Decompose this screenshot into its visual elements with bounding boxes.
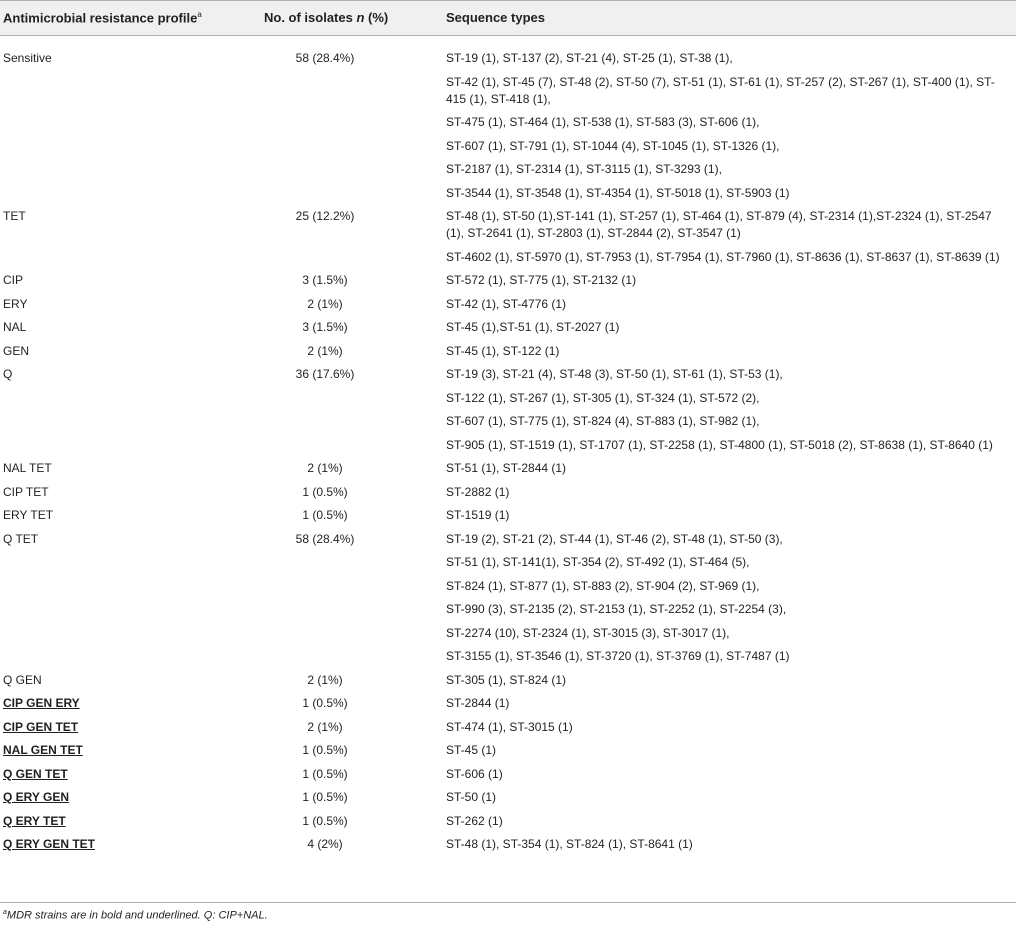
sequence-types-line: ST-42 (1), ST-45 (7), ST-48 (2), ST-50 (7), ST-51 (1), ST-61 (1), ST-257 (2), ST-267 (1), ST-400 (1), ST-415 (1), ST-418 (1), [446, 74, 995, 106]
sequence-types-cell [446, 316, 1012, 340]
table-bottom-rule [0, 902, 1016, 903]
sequence-types-cell [446, 786, 1012, 810]
profile-cell: NAL [3, 320, 27, 334]
isolates-cell: 1 (0.5%) [302, 508, 348, 522]
isolates-cell: 1 (0.5%) [302, 790, 348, 804]
profile-cell: GEN [3, 343, 30, 358]
sequence-types-line: ST-607 (1), ST-775 (1), ST-824 (4), ST-883 (1), ST-982 (1), [446, 414, 760, 428]
sequence-types-cell [446, 528, 1012, 669]
profile-cell: NAL GEN TET [3, 743, 83, 757]
sequence-types-line: ST-474 (1), ST-3015 (1) [446, 719, 573, 734]
sequence-types-line: ST-905 (1), ST-1519 (1), ST-1707 (1), ST-2258 (1), ST-4800 (1), ST-5018 (2), ST-8638 (1), ST-8640 (1) [446, 437, 993, 452]
sequence-types-line: ST-51 (1), ST-141(1), ST-354 (2), ST-492 (1), ST-464 (5), [446, 555, 750, 569]
sequence-types-line: ST-606 (1) [446, 766, 503, 781]
table-row [0, 293, 1016, 317]
sequence-types-cell [446, 457, 1012, 481]
isolates-cell: 1 (0.5%) [302, 766, 348, 781]
table-row [0, 810, 1016, 834]
isolates-cell: 1 (0.5%) [302, 696, 348, 710]
table-row [0, 786, 1016, 810]
isolates-cell: 3 (1.5%) [302, 273, 348, 287]
table-row [0, 739, 1016, 763]
table-row [0, 716, 1016, 740]
profile-cell: ERY [3, 296, 28, 311]
sequence-types-line: ST-1519 (1) [446, 508, 510, 522]
sequence-types-cell [446, 504, 1012, 528]
isolates-cell: 1 (0.5%) [302, 484, 348, 499]
sequence-types-line: ST-824 (1), ST-877 (1), ST-883 (2), ST-904 (2), ST-969 (1), [446, 578, 760, 593]
sequence-types-cell [446, 363, 1012, 457]
profile-cell: Q ERY GEN TET [3, 837, 96, 851]
profile-cell: Q ERY TET [3, 813, 66, 828]
profile-cell: Q GEN [3, 672, 42, 687]
sequence-types-line: ST-2882 (1) [446, 484, 510, 499]
profile-cell: Sensitive [3, 51, 52, 65]
sequence-types-line: ST-45 (1), ST-122 (1) [446, 343, 560, 358]
profile-cell: Q GEN TET [3, 766, 68, 781]
table-row [0, 363, 1016, 457]
table-row [0, 340, 1016, 364]
profile-cell: CIP [3, 273, 24, 287]
table-row [0, 316, 1016, 340]
profile-cell: Q [3, 367, 13, 381]
profile-cell: NAL TET [3, 461, 52, 475]
isolates-cell: 1 (0.5%) [302, 743, 348, 757]
profile-cell: Q ERY GEN [3, 790, 70, 804]
sequence-types-line: ST-45 (1),ST-51 (1), ST-2027 (1) [446, 320, 620, 334]
sequence-types-line: ST-122 (1), ST-267 (1), ST-305 (1), ST-324 (1), ST-572 (2), [446, 390, 760, 405]
sequence-types-line: ST-990 (3), ST-2135 (2), ST-2153 (1), ST-2252 (1), ST-2254 (3), [446, 602, 787, 616]
profile-cell: CIP GEN ERY [3, 696, 80, 710]
table-footnote: $^a$MDR strains are in bold and underlined. Q: CIP+NAL. [3, 909, 268, 922]
profile-cell: TET [3, 209, 26, 223]
table-row [0, 457, 1016, 481]
sequence-types-cell [446, 833, 1012, 857]
isolates-cell: 58 (28.4%) [295, 51, 355, 65]
sequence-types-line: ST-572 (1), ST-775 (1), ST-2132 (1) [446, 273, 637, 287]
isolates-cell: 2 (1%) [307, 343, 343, 358]
isolates-cell: 36 (17.6%) [295, 367, 355, 381]
profile-cell: ERY TET [3, 508, 54, 522]
sequence-types-line: ST-262 (1) [446, 813, 503, 828]
sequence-types-line: ST-48 (1), ST-50 (1),ST-141 (1), ST-257 (1), ST-464 (1), ST-879 (4), ST-2314 (1),ST-2324 (1), ST-2547 (1), ST-2641 (1), ST-2803 (1), ST-2844 (2), ST-3547 (1) [446, 209, 992, 240]
isolates-cell: 2 (1%) [307, 296, 343, 311]
sequence-types-line: ST-19 (1), ST-137 (2), ST-21 (4), ST-25 (1), ST-38 (1), [446, 51, 733, 65]
table-body [0, 47, 1016, 857]
table-row [0, 47, 1016, 205]
sequence-types-cell [446, 716, 1012, 740]
sequence-types-line: ST-48 (1), ST-354 (1), ST-824 (1), ST-8641 (1) [446, 837, 693, 851]
sequence-types-line: ST-45 (1) [446, 743, 497, 757]
sequence-types-cell [446, 669, 1012, 693]
sequence-types-cell [446, 205, 1012, 269]
profile-cell: Q TET [3, 531, 39, 546]
sequence-types-cell [446, 269, 1012, 293]
table-row [0, 269, 1016, 293]
sequence-types-line: ST-305 (1), ST-824 (1) [446, 672, 567, 687]
sequence-types-cell [446, 293, 1012, 317]
header-isolates: No. of isolates n (%) [264, 10, 389, 25]
sequence-types-line: ST-607 (1), ST-791 (1), ST-1044 (4), ST-1045 (1), ST-1326 (1), [446, 138, 780, 153]
table-row [0, 833, 1016, 857]
sequence-types-line: ST-475 (1), ST-464 (1), ST-538 (1), ST-583 (3), ST-606 (1), [446, 115, 760, 129]
sequence-types-line: ST-50 (1) [446, 790, 497, 804]
isolates-cell: 58 (28.4%) [295, 531, 355, 546]
sequence-types-cell [446, 692, 1012, 716]
sequence-types-line: ST-42 (1), ST-4776 (1) [446, 296, 567, 311]
table-row [0, 669, 1016, 693]
sequence-types-line: ST-2274 (10), ST-2324 (1), ST-3015 (3), ST-3017 (1), [446, 625, 730, 640]
isolates-cell: 1 (0.5%) [302, 813, 348, 828]
header-sequence-types: Sequence types [446, 10, 545, 25]
sequence-types-cell [446, 47, 1012, 205]
sequence-types-cell [446, 810, 1012, 834]
table-row [0, 504, 1016, 528]
table-header [0, 0, 1016, 36]
sequence-types-cell [446, 340, 1012, 364]
sequence-types-line: ST-4602 (1), ST-5970 (1), ST-7953 (1), ST-7954 (1), ST-7960 (1), ST-8636 (1), ST-8637 (1), ST-8639 (1) [446, 249, 1000, 264]
sequence-types-line: ST-3544 (1), ST-3548 (1), ST-4354 (1), ST-5018 (1), ST-5903 (1) [446, 185, 790, 200]
sequence-types-line: ST-51 (1), ST-2844 (1) [446, 461, 567, 475]
table-row [0, 205, 1016, 269]
sequence-types-line: ST-2844 (1) [446, 696, 510, 710]
isolates-cell: 2 (1%) [307, 461, 343, 475]
sequence-types-line: ST-19 (3), ST-21 (4), ST-48 (3), ST-50 (1), ST-61 (1), ST-53 (1), [446, 367, 783, 381]
isolates-cell: 25 (12.2%) [295, 209, 355, 223]
isolates-cell: 2 (1%) [307, 672, 343, 687]
sequence-types-cell [446, 739, 1012, 763]
header-profile: Antimicrobial resistance profile$^a$ [3, 10, 202, 26]
sequence-types-line: ST-2187 (1), ST-2314 (1), ST-3115 (1), ST-3293 (1), [446, 162, 722, 176]
sequence-types-line: ST-3155 (1), ST-3546 (1), ST-3720 (1), ST-3769 (1), ST-7487 (1) [446, 649, 790, 663]
table-row [0, 763, 1016, 787]
profile-cell: CIP GEN TET [3, 719, 79, 734]
sequence-types-line: ST-19 (2), ST-21 (2), ST-44 (1), ST-46 (2), ST-48 (1), ST-50 (3), [446, 531, 783, 546]
isolates-cell: 3 (1.5%) [302, 320, 348, 334]
table-row [0, 692, 1016, 716]
isolates-cell: 4 (2%) [307, 837, 343, 851]
sequence-types-cell [446, 481, 1012, 505]
table-row [0, 528, 1016, 669]
profile-cell: CIP TET [3, 484, 49, 499]
isolates-cell: 2 (1%) [307, 719, 343, 734]
table-row [0, 481, 1016, 505]
sequence-types-cell [446, 763, 1012, 787]
